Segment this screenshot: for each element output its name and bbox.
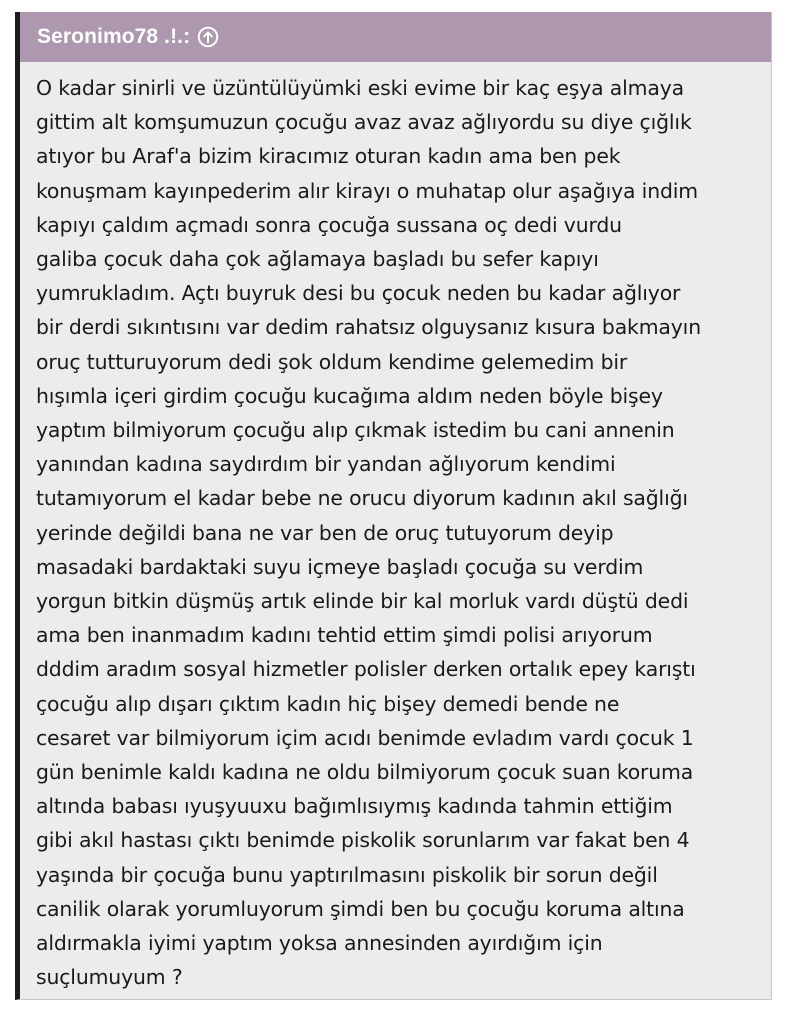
post-body-line: canilik olarak yorumluyorum şimdi ben bu çocuğu koruma altına xyxy=(36,896,685,921)
post-body xyxy=(20,62,771,994)
post-body-line: aldırmakla iyimi yaptım yoksa annesinden ayırdığım için xyxy=(36,931,603,956)
post-body-line: atıyor bu Araf'a bizim kiracımız oturan kadın ama ben pek xyxy=(36,144,621,169)
post-body-line: dddim aradım sosyal hizmetler polisler derken ortalık epey karıştı xyxy=(36,657,696,682)
post-body-line: yaptım bilmiyorum çocuğu alıp çıkmak istedim bu cani annenin xyxy=(36,418,675,443)
post-body-line: tutamıyorum el kadar bebe ne orucu diyorum kadının akıl sağlığı xyxy=(36,486,688,511)
post-body-line: yorgun bitkin düşmüş artık elinde bir kal morluk vardı düştü dedi xyxy=(36,589,689,614)
post-body-line: yanından kadına saydırdım bir yandan ağlıyorum kendimi xyxy=(36,452,616,477)
post-body-line: çocuğu alıp dışarı çıktım kadın hiç bişey demedi bende ne xyxy=(36,691,620,716)
post-body-line: yumrukladım. Açtı buyruk desi bu çocuk neden bu kadar ağlıyor xyxy=(36,281,681,306)
post-body-line: ama ben inanmadım kadını tehtid ettim şimdi polisi arıyorum xyxy=(36,623,653,648)
post-body-line: gün benimle kaldı kadına ne oldu bilmiyorum çocuk suan koruma xyxy=(36,760,694,785)
post-body-line: galiba çocuk daha çok ağlamaya başladı bu sefer kapıyı xyxy=(36,247,599,272)
post-body-line: masadaki bardaktaki suyu içmeye başladı çocuğa su verdim xyxy=(36,554,644,579)
post-body-line: konuşmam kayınpederim alır kirayı o muhatap olur aşağıya indim xyxy=(36,178,698,203)
post-body-line: gittim alt komşumuzun çocuğu avaz avaz ağlıyordu su diye çığlık xyxy=(36,110,692,135)
post-body-line: cesaret var bilmiyorum içim acıdı benimde evladım vardı çocuk 1 xyxy=(36,725,694,750)
post-body-line: hışımla içeri girdim çocuğu kucağıma aldım neden böyle bişey xyxy=(36,383,663,408)
post-body-line: gibi akıl hastası çıktı benimde piskolik sorunlarım var fakat ben 4 xyxy=(36,828,690,853)
post-body-line: yaşında bir çocuğa bunu yaptırılmasını piskolik bir sorun değil xyxy=(36,862,658,887)
post-header xyxy=(20,12,771,62)
post-body-line: bir derdi sıkıntısını var dedim rahatsız olguysanız kısura bakmayın xyxy=(36,315,701,340)
author-name[interactable]: Seronimo78 .!.: xyxy=(37,25,191,48)
arrow-up-circle-icon[interactable] xyxy=(197,26,219,48)
post-body-line: altında babası ıyuşyuuxu bağımlısıymış kadında tahmin ettiğim xyxy=(36,794,673,819)
post-body-line: O kadar sinirli ve üzüntülüyümki eski evime bir kaç eşya almaya xyxy=(36,76,684,100)
post-card xyxy=(15,12,772,1000)
post-body-line: yerinde değildi bana ne var ben de oruç tutuyorum deyip xyxy=(36,520,614,545)
post-body-line: kapıyı çaldım açmadı sonra çocuğa sussana oç dedi vurdu xyxy=(36,212,622,237)
post-body-line: suçlumuyum ? xyxy=(36,965,183,990)
post-body-line: oruç tutturuyorum dedi şok oldum kendime gelemedim bir xyxy=(36,349,628,374)
